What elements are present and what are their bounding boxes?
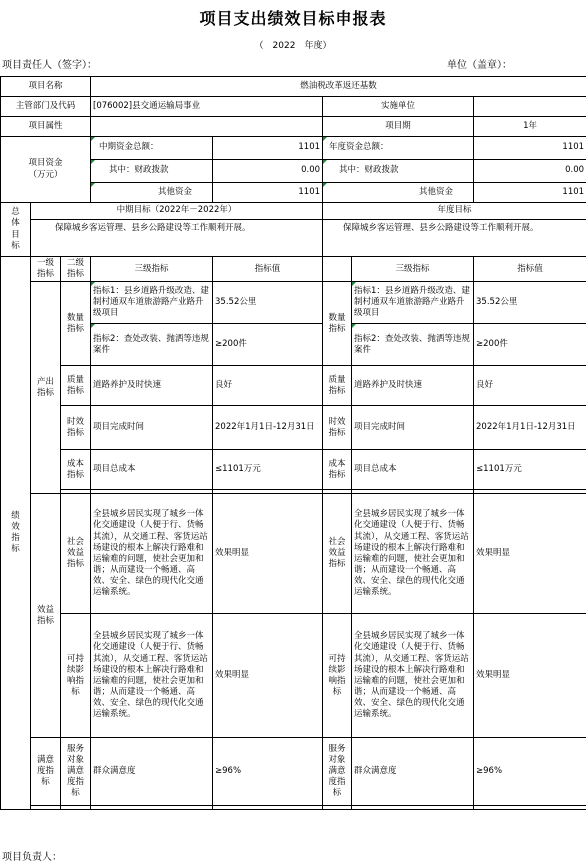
impl-unit-label: 实施单位 <box>323 97 474 117</box>
quality-label-annual: 质量 指标 <box>323 366 352 406</box>
satisfaction-value: ≥96% <box>213 738 323 806</box>
annual-other-value: 1101 <box>474 183 586 203</box>
sustainable-value: 效果明显 <box>213 614 323 738</box>
quantity-indicator-2-annual: 指标2：查处改装、抛洒等违规案件 <box>352 324 474 366</box>
quantity-label-annual: 数量 指标 <box>323 282 352 366</box>
dept-label: 主管部门及代码 <box>1 97 91 117</box>
quality-indicator-value: 良好 <box>213 366 323 406</box>
bottom-spacer-4 <box>213 806 323 810</box>
mid-other-value: 1101 <box>213 183 323 203</box>
mid-fiscal-label: 其中：财政拨款 <box>91 160 213 183</box>
bottom-spacer-7 <box>474 806 586 810</box>
annual-total-label: 年度资金总额： <box>323 137 474 160</box>
bottom-spacer-1 <box>31 806 61 810</box>
social-benefit-value-annual: 效果明显 <box>474 494 586 614</box>
timeliness-indicator-annual: 项目完成时间 <box>352 406 474 450</box>
funds-label: 项目资金 （万元） <box>1 137 91 203</box>
annual-fiscal-label: 其中：财政拨款 <box>323 160 474 183</box>
cost-indicator-annual-value: ≤1101万元 <box>474 450 586 490</box>
period-value: 1年 <box>474 117 586 137</box>
period-label: 项目期 <box>323 117 474 137</box>
overall-goal-label: 总 体 目 标 <box>1 203 31 257</box>
project-manager-label: 项目负责人： <box>2 852 62 863</box>
mid-goal-header: 中期目标（2022年－2022年） <box>31 203 323 220</box>
performance-table <box>0 76 586 810</box>
cost-indicator-value: ≤1101万元 <box>213 450 323 490</box>
level3-header-annual: 三级指标 <box>352 257 474 282</box>
sustainable-indicator-annual: 全县城乡居民实现了城乡一体化交通建设（人便于行、货畅其流），从交通工程、客货运站场建设的根本上解决行路难和运输难的问题，使社会更加和谐；从而建设一个畅通、高效、安全、绿色的现代化交通运输系统。 <box>352 614 474 738</box>
annual-goal-text: 保障城乡客运管理、县乡公路建设等工作顺利开展。 <box>323 220 586 257</box>
quantity-indicator-2-value: ≥200件 <box>213 324 323 366</box>
year-line: （ 2022 年度） <box>254 41 332 51</box>
level3-header-annual-spacer <box>323 257 352 282</box>
annual-goal-header: 年度目标 <box>323 203 586 220</box>
timeliness-indicator-annual-value: 2022年1月1日-12月31日 <box>474 406 586 450</box>
dept-value: [076002]县交通运输局事业 <box>91 97 323 117</box>
quality-label: 质量 指标 <box>61 366 91 406</box>
attribute-label: 项目属性 <box>1 117 91 137</box>
bottom-spacer-2 <box>61 806 91 810</box>
quantity-indicator-1-value: 35.52公里 <box>213 282 323 324</box>
quantity-indicator-1: 指标1：县乡道路升级改造、建制村通双车道旅游路产业路升级项目 <box>91 282 213 324</box>
annual-fiscal-value: 0.00 <box>474 160 586 183</box>
level2-header: 二级 指标 <box>61 257 91 282</box>
mid-total-value: 1101 <box>213 137 323 160</box>
social-benefit-indicator-annual: 全县城乡居民实现了城乡一体化交通建设（人便于行、货畅其流），从交通工程、客货运站场建设的根本上解决行路难和运输难的问题，使社会更加和谐；从而建设一个畅通、高效、安全、绿色的现代化交通运输系统。 <box>352 494 474 614</box>
social-benefit-label-annual: 社会 效益 指标 <box>323 494 352 614</box>
cost-indicator: 项目总成本 <box>91 450 213 490</box>
cost-label-annual: 成本 指标 <box>323 450 352 490</box>
mid-total-label: 中期资金总额： <box>91 137 213 160</box>
satisfaction-indicator-annual: 群众满意度 <box>352 738 474 806</box>
bottom-spacer-5 <box>323 806 352 810</box>
quality-indicator-annual: 道路养护及时快速 <box>352 366 474 406</box>
cost-label: 成本 指标 <box>61 450 91 490</box>
mid-other-label: 其他资金 <box>91 183 213 203</box>
satisfaction-indicator: 群众满意度 <box>91 738 213 806</box>
satisfaction-label: 满意 度指 标 <box>31 738 61 806</box>
quantity-indicator-1-annual-value: 35.52公里 <box>474 282 586 324</box>
quantity-indicator-2-annual-value: ≥200件 <box>474 324 586 366</box>
annual-other-label: 其他资金 <box>323 183 474 203</box>
value-header-mid: 指标值 <box>213 257 323 282</box>
timeliness-label: 时效 指标 <box>61 406 91 450</box>
timeliness-label-annual: 时效 指标 <box>323 406 352 450</box>
impl-unit-value <box>474 97 586 117</box>
annual-total-value: 1101 <box>474 137 586 160</box>
responsible-person-label: 项目责任人（签字）： <box>2 60 97 71</box>
value-header-annual: 指标值 <box>474 257 586 282</box>
sustainable-indicator: 全县城乡居民实现了城乡一体化交通建设（人便于行、货畅其流），从交通工程、客货运站场建设的根本上解决行路难和运输难的问题，使社会更加和谐；从而建设一个畅通、高效、安全、绿色的现代化交通运输系统。 <box>91 614 213 738</box>
social-benefit-indicator: 全县城乡居民实现了城乡一体化交通建设（人便于行、货畅其流），从交通工程、客货运站场建设的根本上解决行路难和运输难的问题，使社会更加和谐；从而建设一个畅通、高效、安全、绿色的现代化交通运输系统。 <box>91 494 213 614</box>
level3-header-mid: 三级指标 <box>91 257 213 282</box>
sustainable-label: 可持 续影 响指 标 <box>61 614 91 738</box>
mid-fiscal-value: 0.00 <box>213 160 323 183</box>
timeliness-indicator: 项目完成时间 <box>91 406 213 450</box>
sustainable-label-annual: 可持 续影 响指 标 <box>323 614 352 738</box>
level1-header: 一级 指标 <box>31 257 61 282</box>
service-satisfaction-label: 服务 对象 满意 度指 标 <box>61 738 91 806</box>
mid-goal-text: 保障城乡客运管理、县乡公路建设等工作顺利开展。 <box>31 220 323 257</box>
unit-seal-label: 单位（盖章）： <box>447 60 512 71</box>
attribute-value <box>91 117 323 137</box>
perf-label: 绩 效 指 标 <box>1 257 31 810</box>
project-name-label: 项目名称 <box>1 77 91 97</box>
output-label: 产出 指标 <box>31 282 61 494</box>
bottom-spacer-3 <box>91 806 213 810</box>
quality-indicator-annual-value: 良好 <box>474 366 586 406</box>
form-title: 项目支出绩效目标申报表 <box>199 9 387 28</box>
quality-indicator: 道路养护及时快速 <box>91 366 213 406</box>
project-name-value: 燃油税改革返还基数 <box>91 77 586 97</box>
satisfaction-value-annual: ≥96% <box>474 738 586 806</box>
quantity-indicator-2: 指标2：查处改装、抛洒等违规案件 <box>91 324 213 366</box>
bottom-spacer-6 <box>352 806 474 810</box>
quantity-indicator-1-annual: 指标1：县乡道路升级改造、建制村通双车道旅游路产业路升级项目 <box>352 282 474 324</box>
benefit-label: 效益 指标 <box>31 494 61 738</box>
timeliness-indicator-value: 2022年1月1日-12月31日 <box>213 406 323 450</box>
service-satisfaction-label-annual: 服务 对象 满意 度指 标 <box>323 738 352 806</box>
cost-indicator-annual: 项目总成本 <box>352 450 474 490</box>
social-benefit-value: 效果明显 <box>213 494 323 614</box>
sustainable-value-annual: 效果明显 <box>474 614 586 738</box>
quantity-label: 数量 指标 <box>61 282 91 366</box>
social-benefit-label: 社会 效益 指标 <box>61 494 91 614</box>
